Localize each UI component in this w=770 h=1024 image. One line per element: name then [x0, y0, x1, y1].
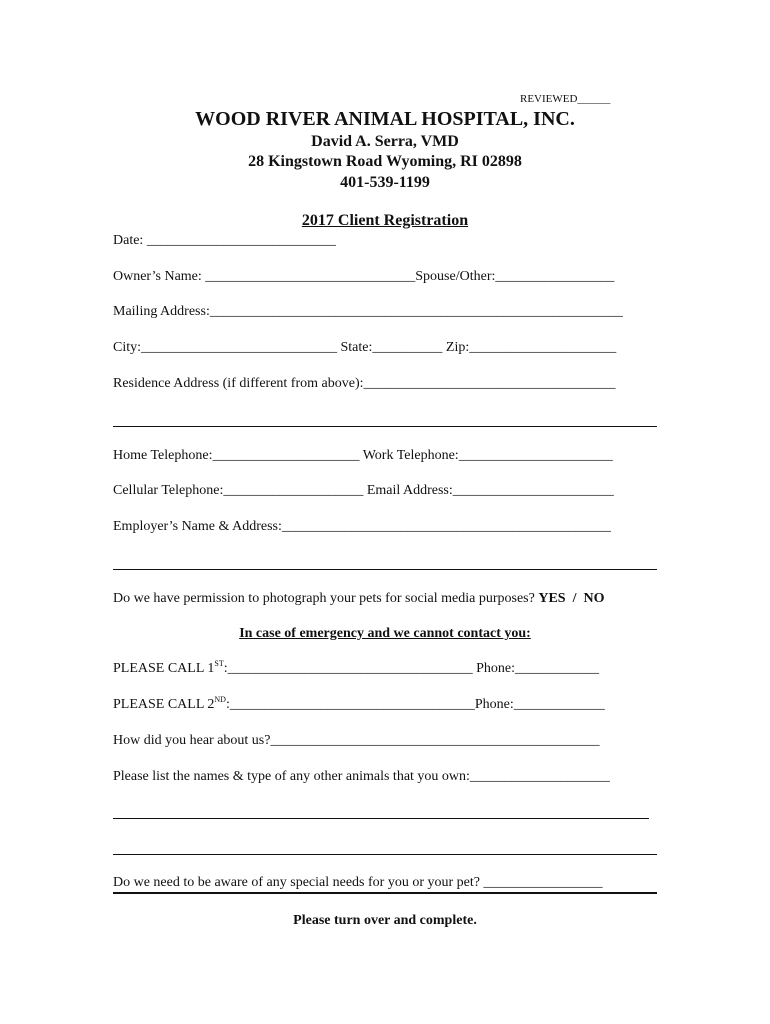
other-animals-field[interactable]: Please list the names & type of any other animals that you own:____________________ [113, 769, 610, 784]
other-animals-line-2[interactable] [113, 854, 657, 855]
photo-permission-question [113, 591, 604, 607]
call-2-ordinal: ND [214, 695, 226, 704]
date-field[interactable]: Date: ___________________________ [113, 233, 336, 248]
hospital-name: WOOD RIVER ANIMAL HOSPITAL, INC. [195, 108, 575, 130]
other-animals-line-1[interactable] [113, 818, 649, 819]
residence-address-field[interactable]: Residence Address (if different from above):____________________________________ [113, 376, 616, 391]
doctor-name: David A. Serra, VMD [311, 133, 459, 150]
photo-question-text: Do we have permission to photograph your pets for social media purposes? [113, 591, 535, 606]
call-2-blanks[interactable]: :___________________________________Phone:_____________ [225, 697, 605, 712]
turn-over-note: Please turn over and complete. [293, 913, 477, 928]
call-1-ordinal: ST [214, 659, 224, 668]
emergency-contact-1-field[interactable] [113, 661, 599, 677]
call-1-label: PLEASE CALL 1 [113, 661, 215, 676]
owner-spouse-field[interactable]: Owner’s Name: ______________________________Spouse/Other:_________________ [113, 269, 615, 284]
call-2-label: PLEASE CALL 2 [113, 697, 215, 712]
reviewed-stamp-field: REVIEWED______ [520, 93, 611, 105]
referral-source-field[interactable]: How did you hear about us?_______________________________________________ [113, 733, 600, 748]
city-state-zip-field[interactable]: City:____________________________ State:__________ Zip:_____________________ [113, 340, 617, 355]
cell-email-field[interactable]: Cellular Telephone:____________________ Email Address:_______________________ [113, 483, 614, 498]
residence-address-continuation-line[interactable] [113, 426, 657, 427]
special-needs-field[interactable]: Do we need to be aware of any special needs for you or your pet? _________________ [113, 875, 603, 890]
mailing-address-field[interactable]: Mailing Address:___________________________________________________________ [113, 304, 623, 319]
special-needs-rule [113, 892, 657, 894]
employer-field[interactable]: Employer’s Name & Address:_______________________________________________ [113, 519, 611, 534]
emergency-heading: In case of emergency and we cannot contact you: [239, 626, 531, 641]
call-1-blanks[interactable]: :___________________________________ Phone:____________ [223, 661, 599, 676]
hospital-phone: 401-539-1199 [340, 174, 430, 191]
photo-yes-no-choice[interactable]: YES / NO [538, 591, 605, 606]
employer-continuation-line[interactable] [113, 569, 657, 570]
emergency-contact-2-field[interactable] [113, 697, 605, 713]
hospital-address: 28 Kingstown Road Wyoming, RI 02898 [248, 153, 522, 170]
form-title: 2017 Client Registration [301, 212, 469, 229]
home-work-telephone-field[interactable]: Home Telephone:_____________________ Work Telephone:______________________ [113, 448, 613, 463]
